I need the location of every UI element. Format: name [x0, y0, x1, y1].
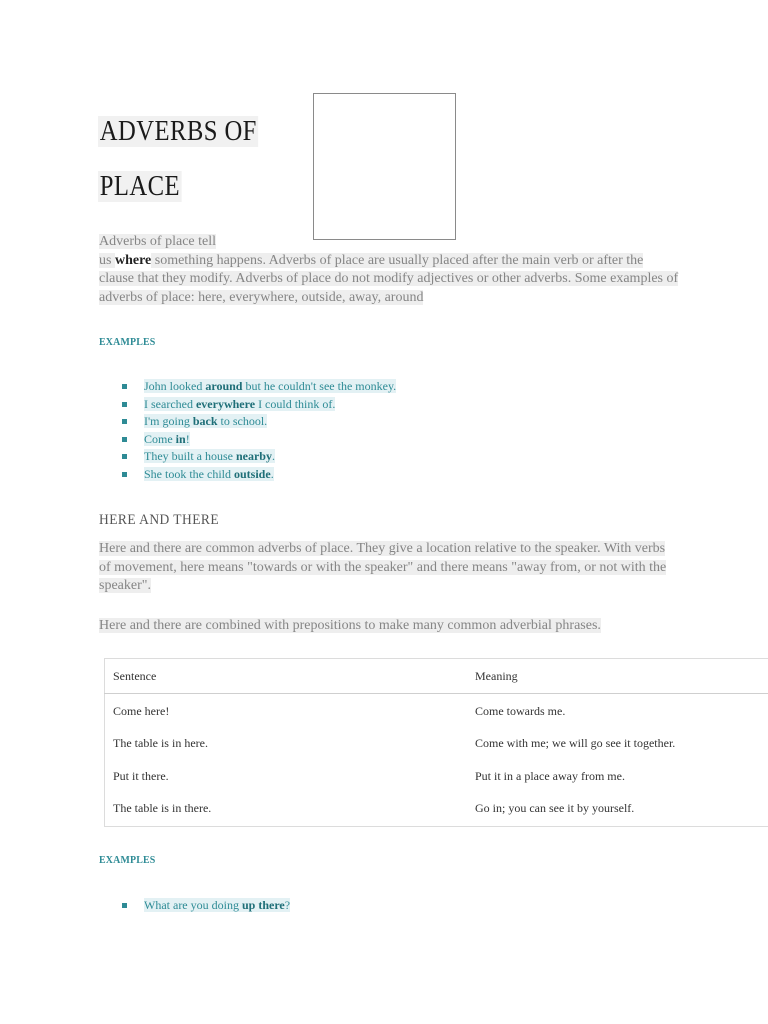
square-bullet-icon	[122, 384, 127, 389]
table-row	[105, 760, 768, 793]
meaning-cell: Come with me; we will go see it together.	[475, 736, 676, 751]
list-item: John looked around but he couldn't see the monkey.	[120, 378, 396, 396]
table-row	[105, 793, 768, 827]
adverbial-phrases-table	[104, 658, 768, 827]
intro-bold-where: where	[114, 252, 152, 268]
here-there-paragraph-1: Here and there are common adverbs of place. They give a location relative to the speaker. With verbs of movement, here means "towards or with the speaker" and there means "away from, or not with the speaker".	[99, 541, 667, 593]
list-item: Come in!	[120, 431, 396, 449]
page-title-line-1: ADVERBS OF	[99, 116, 257, 147]
table-row	[105, 694, 768, 728]
column-header-sentence: Sentence	[105, 659, 476, 694]
intro-rest: something happens. Adverbs of place are usually placed after the main verb or after the clause that they modify. Adverbs of place do not modify adjectives or other adverbs. Some examples of adverbs of place: here, everywhere, outside, away, around	[99, 252, 679, 305]
list-item: I'm going back to school.	[120, 413, 396, 431]
table-header-row	[105, 659, 768, 694]
square-bullet-icon	[122, 472, 127, 477]
list-item: They built a house nearby.	[120, 448, 396, 466]
square-bullet-icon	[122, 419, 127, 424]
sentence-cell: The table is in there.	[113, 801, 212, 816]
examples-heading-2: EXAMPLES	[99, 854, 156, 866]
intro-prefix: us	[99, 252, 115, 268]
list-item: I searched everywhere I could think of.	[120, 396, 396, 414]
sentence-cell: Come here!	[113, 703, 170, 718]
examples-heading: EXAMPLES	[99, 336, 156, 348]
image-placeholder	[313, 93, 456, 240]
page-title-line-2: PLACE	[99, 171, 181, 202]
here-there-heading: HERE AND THERE	[99, 512, 220, 528]
square-bullet-icon	[122, 454, 127, 459]
examples-list-2	[120, 897, 290, 915]
square-bullet-icon	[122, 402, 127, 407]
meaning-cell: Come towards me.	[475, 703, 566, 718]
here-there-paragraph-2: Here and there are combined with prepositions to make many common adverbial phrases.	[99, 618, 601, 633]
sentence-cell: Put it there.	[113, 768, 169, 783]
meaning-cell: Put it in a place away from me.	[475, 768, 625, 783]
intro-paragraph	[99, 233, 679, 307]
square-bullet-icon	[122, 903, 127, 908]
column-header-meaning: Meaning	[475, 659, 768, 694]
list-item: She took the child outside.	[120, 466, 396, 484]
table-row	[105, 728, 768, 761]
intro-line-1: Adverbs of place tell	[99, 234, 217, 249]
square-bullet-icon	[122, 437, 127, 442]
meaning-cell: Go in; you can see it by yourself.	[475, 801, 635, 816]
list-item: What are you doing up there?	[120, 897, 290, 915]
sentence-cell: The table is in here.	[113, 736, 208, 751]
examples-list	[120, 378, 396, 483]
